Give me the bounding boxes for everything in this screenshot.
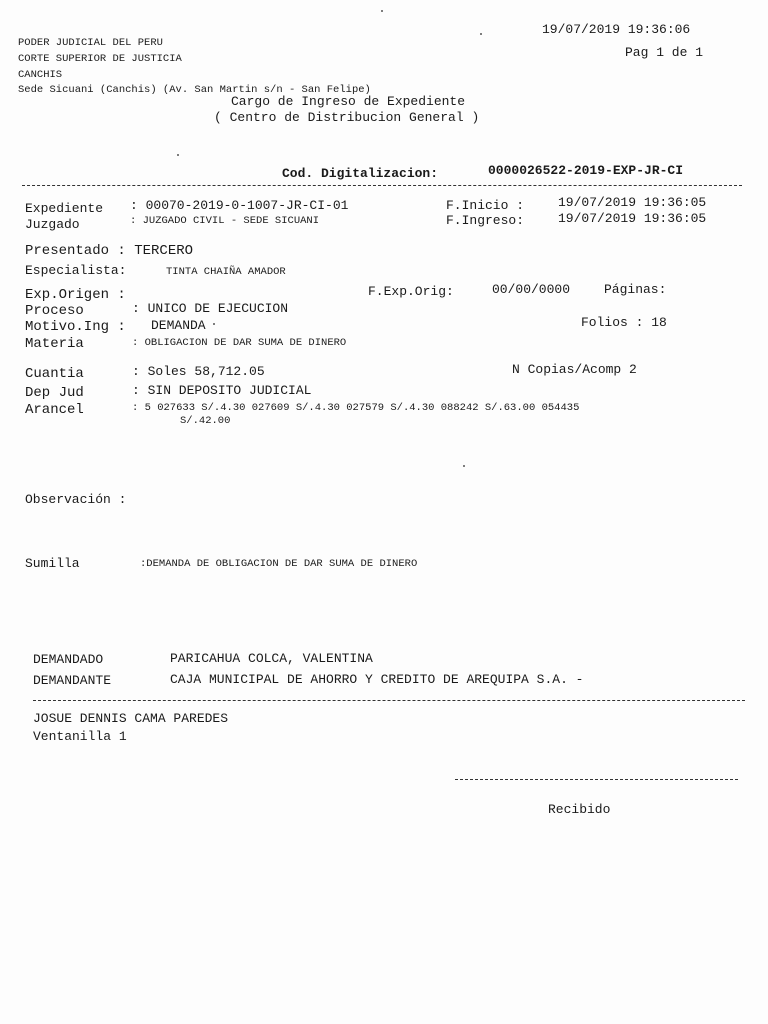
scan-speck	[213, 323, 215, 325]
f-ingreso-label: F.Ingreso:	[446, 213, 525, 228]
juzgado-value: : JUZGADO CIVIL - SEDE SICUANI	[130, 215, 320, 227]
org-line-2: CORTE SUPERIOR DE JUSTICIA	[18, 53, 182, 65]
especialista-value: TINTA CHAIÑA AMADOR	[166, 266, 286, 278]
cod-digitalizacion-value: 0000026522-2019-EXP-JR-CI	[488, 163, 684, 178]
juzgado-label: Juzgado	[25, 217, 80, 232]
print-timestamp: 19/07/2019 19:36:06	[542, 22, 691, 37]
recibido-label: Recibido	[548, 802, 611, 817]
materia-value: : OBLIGACION DE DAR SUMA DE DINERO	[132, 337, 347, 349]
f-inicio-label: F.Inicio :	[446, 198, 525, 213]
especialista-label: Especialista:	[25, 263, 127, 278]
motivo-ing-label: Motivo.Ing :	[25, 319, 126, 335]
sumilla-label: Sumilla	[25, 556, 80, 571]
document-subtitle: ( Centro de Distribucion General )	[214, 110, 480, 125]
demandado-label: DEMANDADO	[33, 652, 104, 667]
scan-speck	[177, 154, 179, 156]
page-number: Pag 1 de 1	[625, 45, 704, 60]
cuantia-value: : Soles 58,712.05	[132, 364, 265, 379]
ventanilla-label: Ventanilla 1	[33, 729, 127, 744]
org-line-1: PODER JUDICIAL DEL PERU	[18, 37, 163, 49]
materia-label: Materia	[25, 336, 84, 352]
sumilla-value: :DEMANDA DE OBLIGACION DE DAR SUMA DE DINERO	[140, 558, 418, 570]
arancel-label: Arancel	[25, 402, 84, 418]
observacion-label: Observación :	[25, 492, 127, 507]
arancel-value: : 5 027633 S/.4.30 027609 S/.4.30 027579 S/.4.30 088242 S/.63.00 054435	[132, 402, 580, 414]
exp-origen-label: Exp.Origen :	[25, 287, 126, 303]
document-title: Cargo de Ingreso de Expediente	[231, 94, 466, 109]
folios-label: Folios : 18	[581, 315, 667, 330]
operator-name: JOSUE DENNIS CAMA PAREDES	[33, 711, 229, 726]
demandante-value: CAJA MUNICIPAL DE AHORRO Y CREDITO DE AREQUIPA S.A. -	[170, 672, 584, 687]
scan-speck	[381, 10, 383, 12]
sede-address: Sede Sicuani (Canchis) (Av. San Martin s/n - San Felipe)	[18, 84, 371, 96]
scan-speck	[480, 33, 482, 35]
expediente-value: : 00070-2019-0-1007-JR-CI-01	[130, 198, 349, 213]
paginas-label: Páginas:	[604, 282, 667, 297]
copias-label: N Copias/Acomp 2	[512, 362, 637, 377]
signature-line	[455, 779, 738, 780]
org-line-3: CANCHIS	[18, 69, 63, 81]
scan-speck	[463, 465, 465, 467]
dep-jud-label: Dep Jud	[25, 385, 84, 401]
f-exp-orig-value: 00/00/0000	[492, 282, 571, 297]
f-ingreso-value: 19/07/2019 19:36:05	[558, 211, 707, 226]
divider-bottom	[33, 700, 745, 701]
motivo-ing-value: DEMANDA	[151, 318, 206, 333]
expediente-label: Expediente	[25, 201, 104, 216]
dep-jud-value: : SIN DEPOSITO JUDICIAL	[132, 383, 312, 398]
arancel-value-continued: S/.42.00	[180, 415, 231, 427]
proceso-label: Proceso	[25, 303, 84, 319]
cod-digitalizacion-label: Cod. Digitalizacion:	[282, 166, 439, 181]
cuantia-label: Cuantia	[25, 366, 84, 382]
proceso-value: : UNICO DE EJECUCION	[132, 301, 289, 316]
presentado-line: Presentado : TERCERO	[25, 243, 194, 259]
demandado-value: PARICAHUA COLCA, VALENTINA	[170, 651, 373, 666]
f-exp-orig-label: F.Exp.Orig:	[368, 284, 454, 299]
f-inicio-value: 19/07/2019 19:36:05	[558, 195, 707, 210]
divider-top	[22, 185, 742, 186]
demandante-label: DEMANDANTE	[33, 673, 112, 688]
